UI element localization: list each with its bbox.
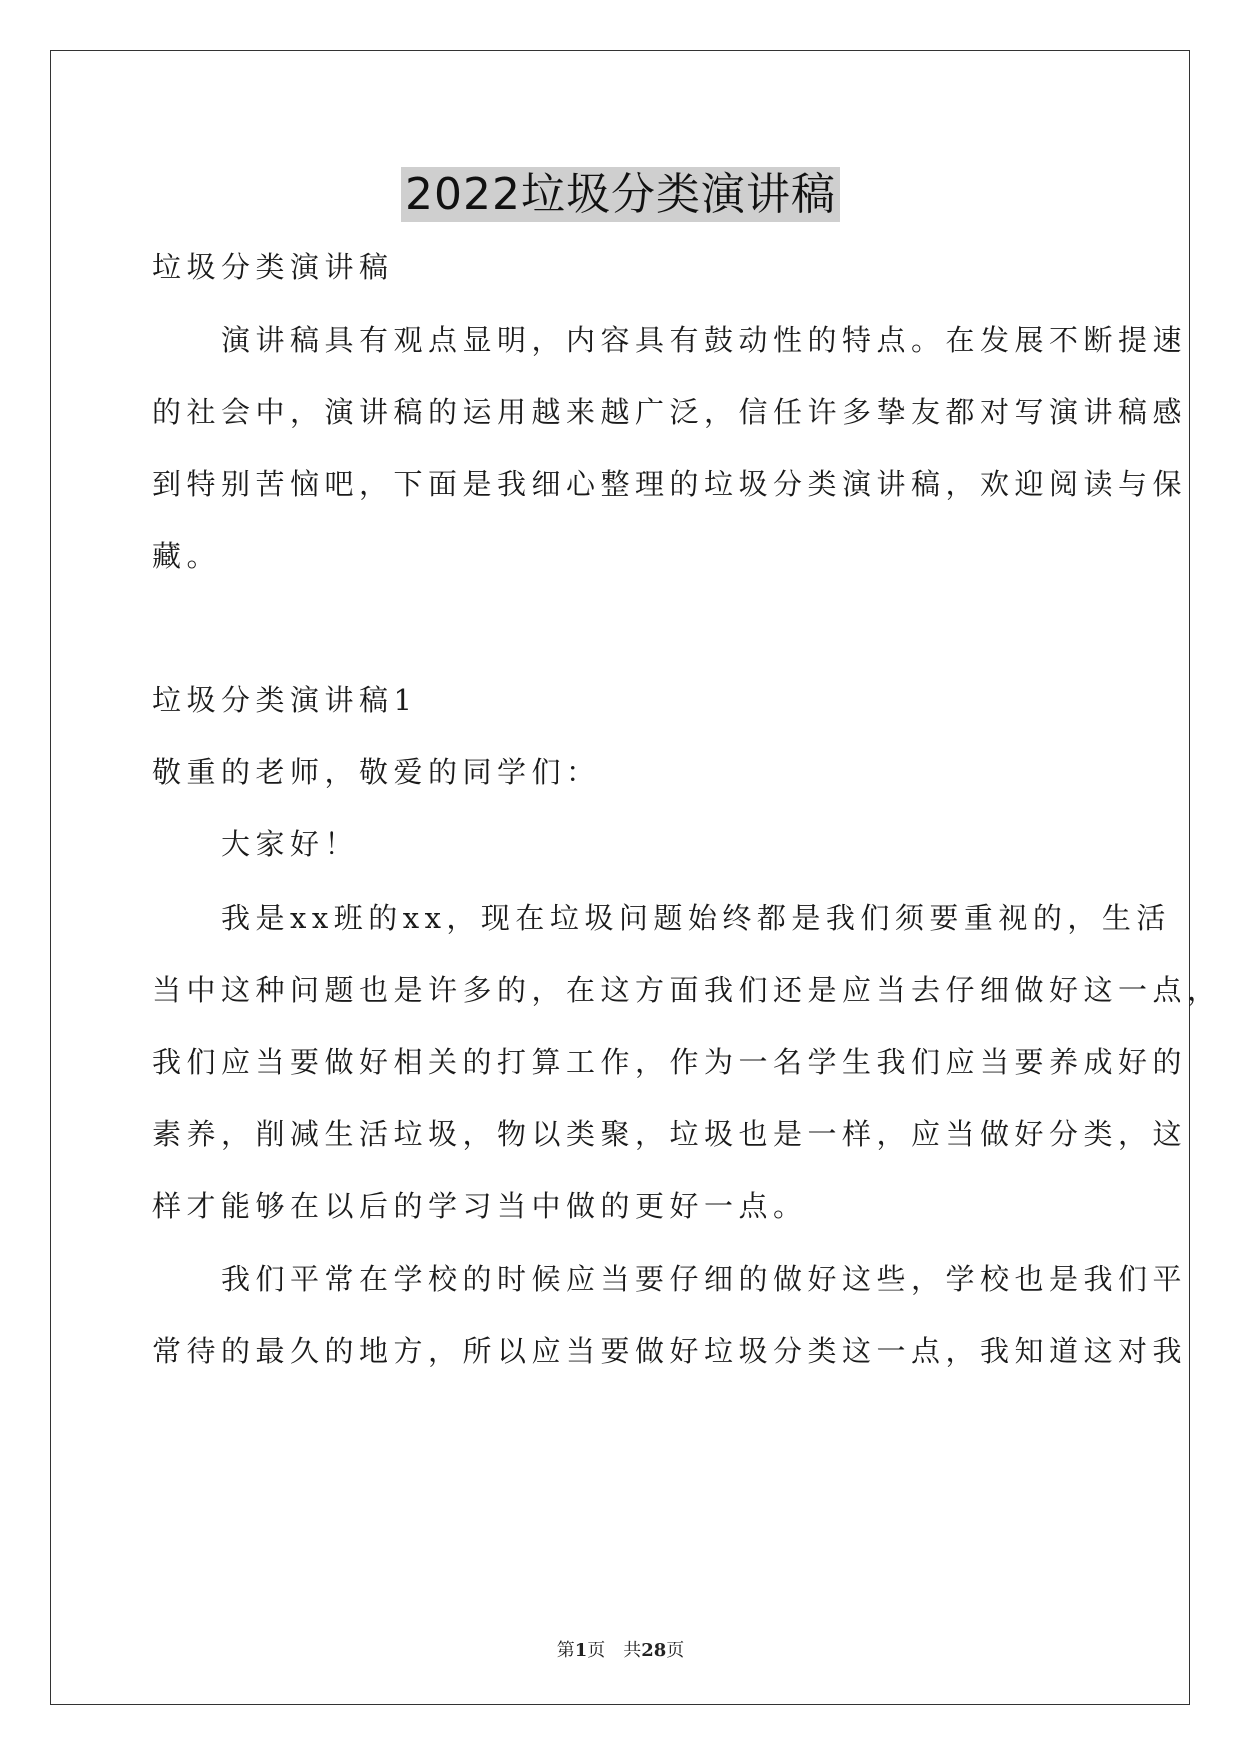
text-line: 到特别苦恼吧，下面是我细心整理的垃圾分类演讲稿，欢迎阅读与保 [152, 467, 1188, 501]
text-line: 藏。 [152, 539, 222, 573]
current-page-number: 1 [574, 1640, 588, 1661]
text-line: 演讲稿具有观点显明，内容具有鼓动性的特点。在发展不断提速 [152, 323, 1188, 357]
text-line: 样才能够在以后的学习当中做的更好一点。 [152, 1189, 808, 1223]
text-line: 常待的最久的地方，所以应当要做好垃圾分类这一点，我知道这对我 [152, 1334, 1188, 1368]
footer-prefix: 第 [556, 1640, 575, 1661]
text-line: 我是xx班的xx，现在垃圾问题始终都是我们须要重视的，生活 [152, 901, 1171, 935]
page-border [50, 50, 1190, 1705]
document-title: 2022垃圾分类演讲稿 [401, 167, 840, 222]
text-line: 素养，削减生活垃圾，物以类聚，垃圾也是一样，应当做好分类，这 [152, 1117, 1188, 1151]
text-line: 敬重的老师，敬爱的同学们： [152, 755, 601, 789]
total-page-number: 28 [641, 1640, 667, 1661]
section-heading: 垃圾分类演讲稿1 [152, 683, 418, 717]
text-line: 的社会中，演讲稿的运用越来越广泛，信任许多挚友都对写演讲稿感 [152, 395, 1188, 429]
footer-suffix: 页 [666, 1640, 685, 1661]
text-line: 当中这种问题也是许多的，在这方面我们还是应当去仔细做好这一点， [152, 973, 1222, 1007]
text-line: 垃圾分类演讲稿 [152, 250, 394, 284]
text-line: 大家好！ [152, 827, 360, 861]
text-line: 我们应当要做好相关的打算工作，作为一名学生我们应当要养成好的 [152, 1045, 1188, 1079]
document-title-wrap [0, 158, 1241, 222]
footer-mid: 页 共 [587, 1640, 642, 1661]
text-line: 我们平常在学校的时候应当要仔细的做好这些，学校也是我们平 [152, 1262, 1188, 1296]
page-footer [0, 1636, 1241, 1662]
